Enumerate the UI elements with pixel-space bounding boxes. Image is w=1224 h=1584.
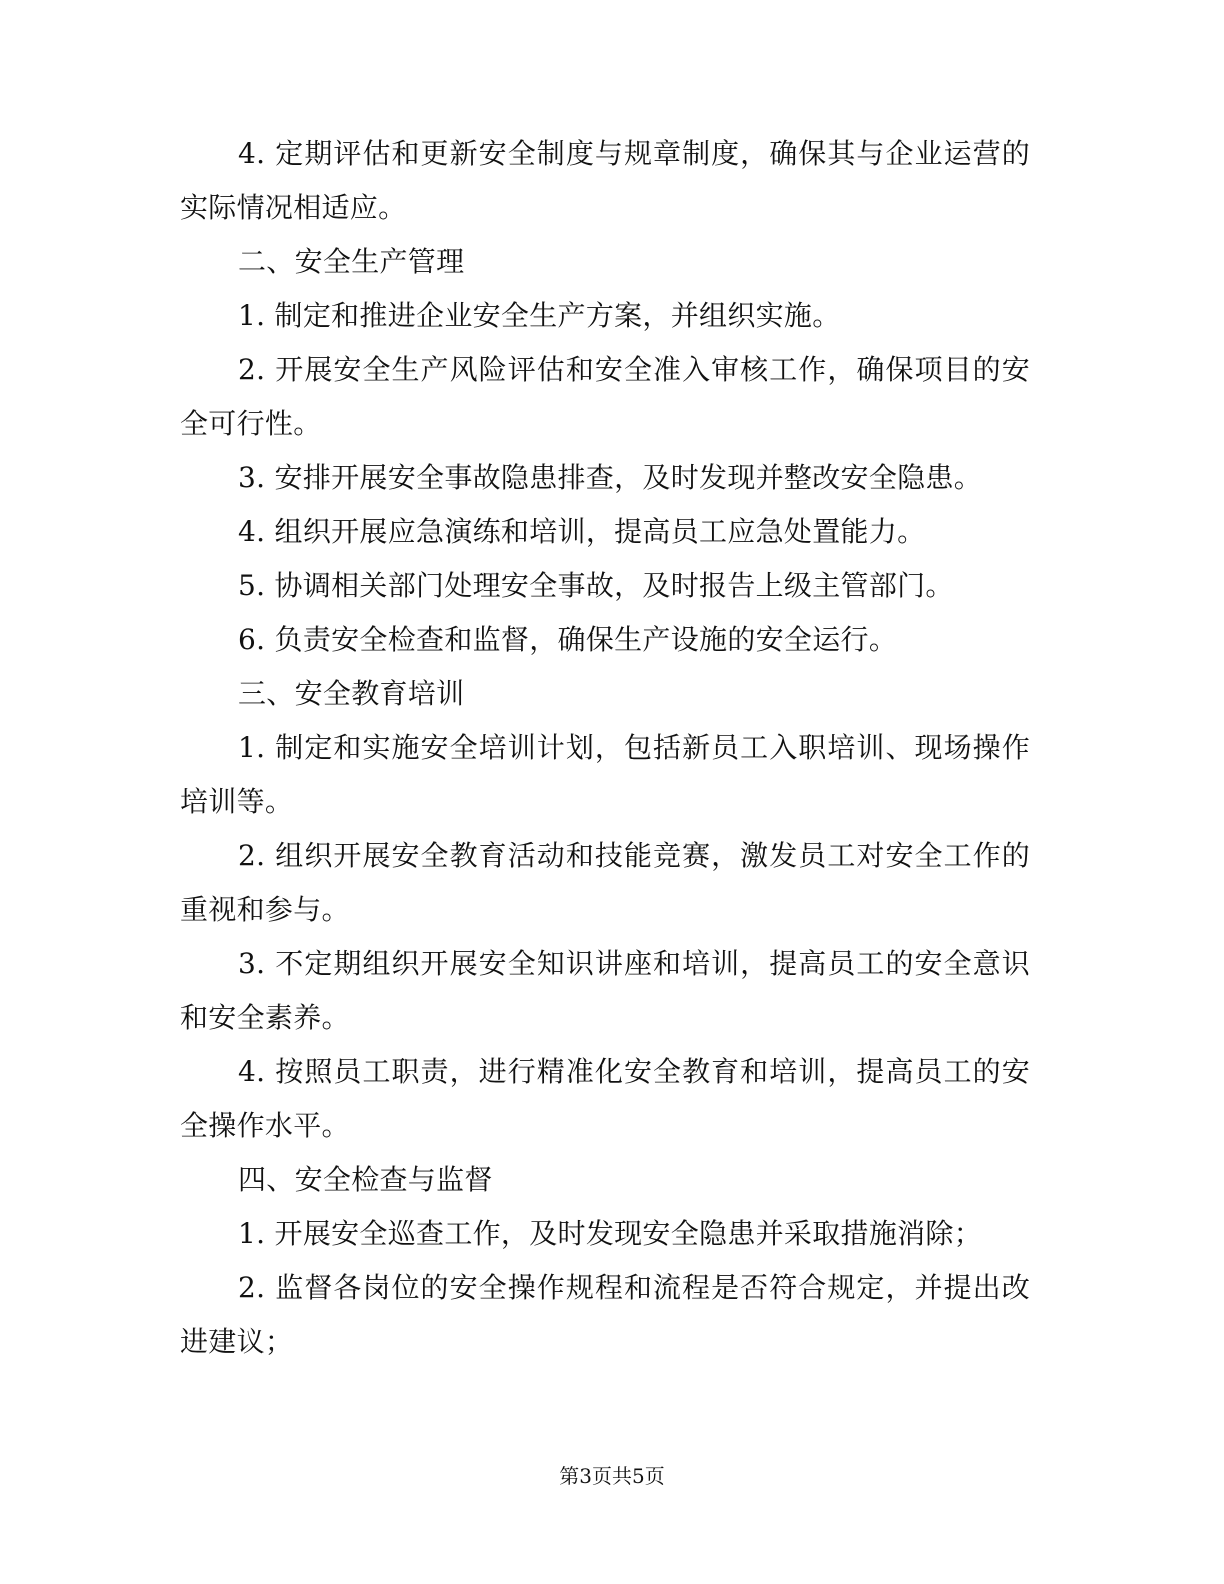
paragraph: 3. 不定期组织开展安全知识讲座和培训，提高员工的安全意识和安全素养。 xyxy=(180,947,1030,1034)
paragraph: 1. 制定和推进企业安全生产方案，并组织实施。 xyxy=(238,299,841,332)
paragraph: 5. 协调相关部门处理安全事故，及时报告上级主管部门。 xyxy=(238,569,954,602)
paragraph: 1. 开展安全巡查工作，及时发现安全隐患并采取措施消除； xyxy=(238,1217,983,1250)
paragraph: 1. 制定和实施安全培训计划，包括新员工入职培训、现场操作培训等。 xyxy=(180,731,1030,818)
paragraph: 2. 开展安全生产风险评估和安全准入审核工作，确保项目的安全可行性。 xyxy=(180,353,1030,440)
paragraph: 4. 定期评估和更新安全制度与规章制度，确保其与企业运营的实际情况相适应。 xyxy=(180,137,1030,224)
paragraph: 4. 组织开展应急演练和培训，提高员工应急处置能力。 xyxy=(238,515,926,548)
section-heading: 四、安全检查与监督 xyxy=(238,1163,493,1196)
paragraph: 2. 组织开展安全教育活动和技能竞赛，激发员工对安全工作的重视和参与。 xyxy=(180,839,1030,926)
paragraph: 2. 监督各岗位的安全操作规程和流程是否符合规定，并提出改进建议； xyxy=(180,1271,1030,1358)
document-body xyxy=(180,127,1030,1369)
paragraph: 3. 安排开展安全事故隐患排查，及时发现并整改安全隐患。 xyxy=(238,461,983,494)
section-heading: 二、安全生产管理 xyxy=(238,245,465,278)
paragraph: 4. 按照员工职责，进行精准化安全教育和培训，提高员工的安全操作水平。 xyxy=(180,1055,1030,1142)
paragraph: 6. 负责安全检查和监督，确保生产设施的安全运行。 xyxy=(238,623,898,656)
section-heading: 三、安全教育培训 xyxy=(238,677,465,710)
page-footer: 第3页共5页 xyxy=(559,1464,665,1488)
